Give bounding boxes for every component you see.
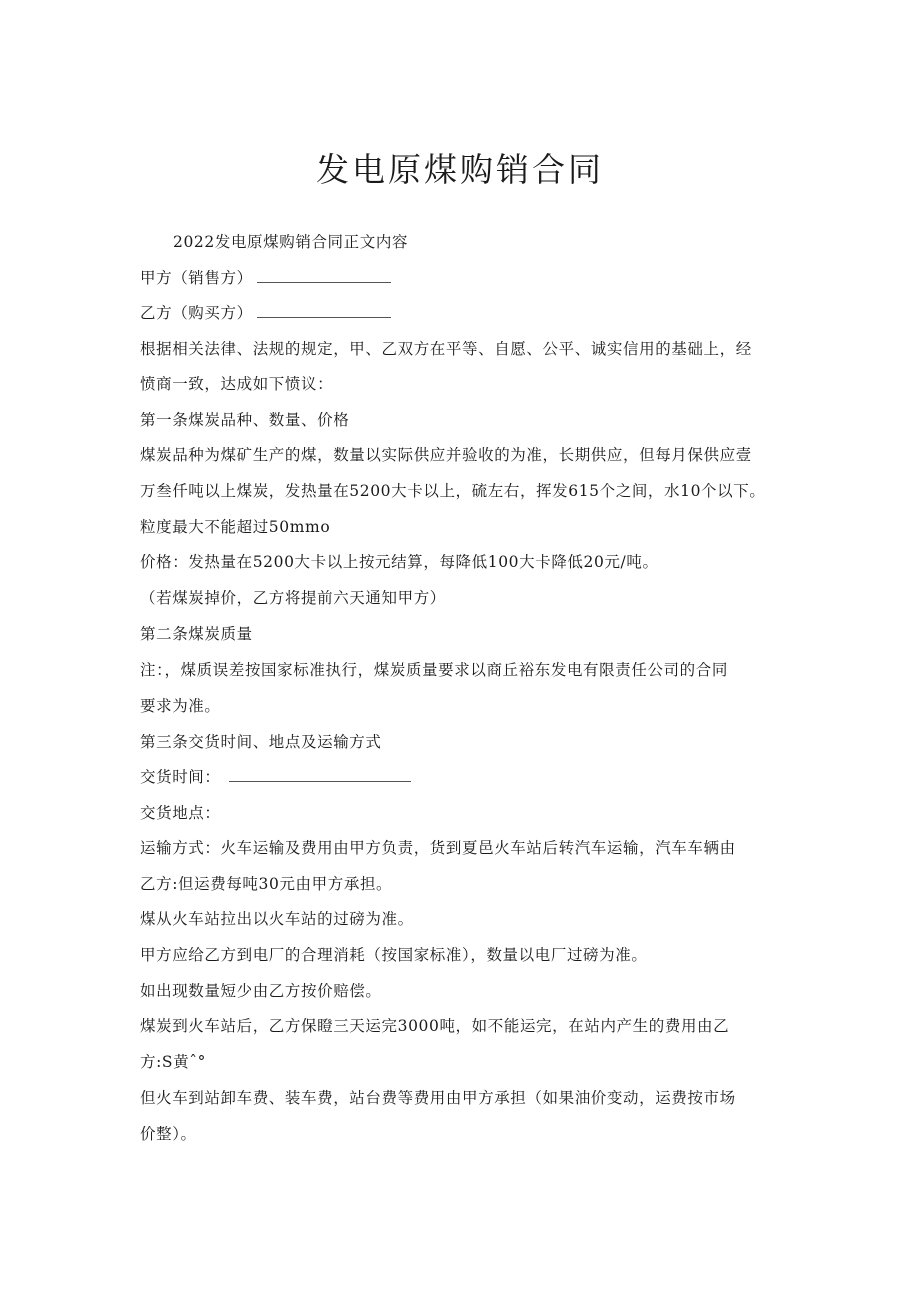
party-a-blank xyxy=(257,268,391,283)
body-line: 但火车到站卸车费、装车费，站台费等费用由甲方承担（如果油价变动，运费按市场 xyxy=(140,1089,736,1107)
body-line: 乙方:但运费每吨30元由甲方承担。 xyxy=(140,875,393,893)
body-line: 甲方应给乙方到电厂的合理消耗（按国家标准），数量以电厂过磅为准。 xyxy=(140,946,648,964)
body-line: 粒度最大不能超过50mmo xyxy=(140,518,331,536)
delivery-place-line: 交货地点： xyxy=(140,804,221,822)
delivery-time-blank xyxy=(229,767,411,782)
delivery-time-label: 交货时间： xyxy=(140,768,221,786)
article-heading: 第二条煤炭质量 xyxy=(140,625,253,643)
party-a-line xyxy=(140,267,790,289)
subtitle-line: 2022发电原煤购销合同正文内容 xyxy=(173,233,409,251)
party-a-label: 甲方（销售方） xyxy=(140,269,253,287)
party-b-label: 乙方（购买方） xyxy=(140,304,253,322)
body-line: 煤炭到火车站后，乙方保瞪三天运完3000吨，如不能运完，在站内产生的费用由乙 xyxy=(140,1017,730,1035)
body-line: 万叁仟吨以上煤炭，发热量在5200大卡以上，硫左右，挥发615个之间，水10个以下。 xyxy=(140,482,766,500)
article-heading: 第一条煤炭品种、数量、价格 xyxy=(140,411,350,429)
body-line: 价格：发热量在5200大卡以上按元结算，每降低100大卡降低20元/吨。 xyxy=(140,553,659,571)
party-b-blank xyxy=(257,303,391,318)
body-line: 要求为准。 xyxy=(140,697,221,715)
body-line: 煤炭品种为煤矿生产的煤，数量以实际供应并验收的为准，长期供应，但每月保供应壹 xyxy=(140,446,752,464)
body-line: 煤从火车站拉出以火车站的过磅为准。 xyxy=(140,910,414,928)
body-line: 注：，煤质误差按国家标准执行，煤炭质量要求以商丘裕东发电有限责任公司的合同 xyxy=(140,661,728,679)
delivery-time-line xyxy=(140,766,790,788)
body-line: 如出现数量短少由乙方按价赔偿。 xyxy=(140,982,382,1000)
body-line: （若煤炭掉价，乙方将提前六天通知甲方） xyxy=(140,589,446,607)
body-line: 愤商一致，达成如下愤议： xyxy=(140,375,334,393)
body-line: 方:S黄ˆ° xyxy=(140,1053,206,1071)
document-title: 发电原煤购销合同 xyxy=(316,150,604,189)
body-line: 根据相关法律、法规的规定，甲、乙双方在平等、自愿、公平、诚实信用的基础上，经 xyxy=(140,340,752,358)
body-line: 运输方式：火车运输及费用由甲方负责，货到夏邑火车站后转汽车运输，汽车车辆由 xyxy=(140,839,736,857)
body-line: 价整）。 xyxy=(140,1125,197,1143)
party-b-line xyxy=(140,302,790,324)
article-heading: 第三条交货时间、地点及运输方式 xyxy=(140,733,382,751)
